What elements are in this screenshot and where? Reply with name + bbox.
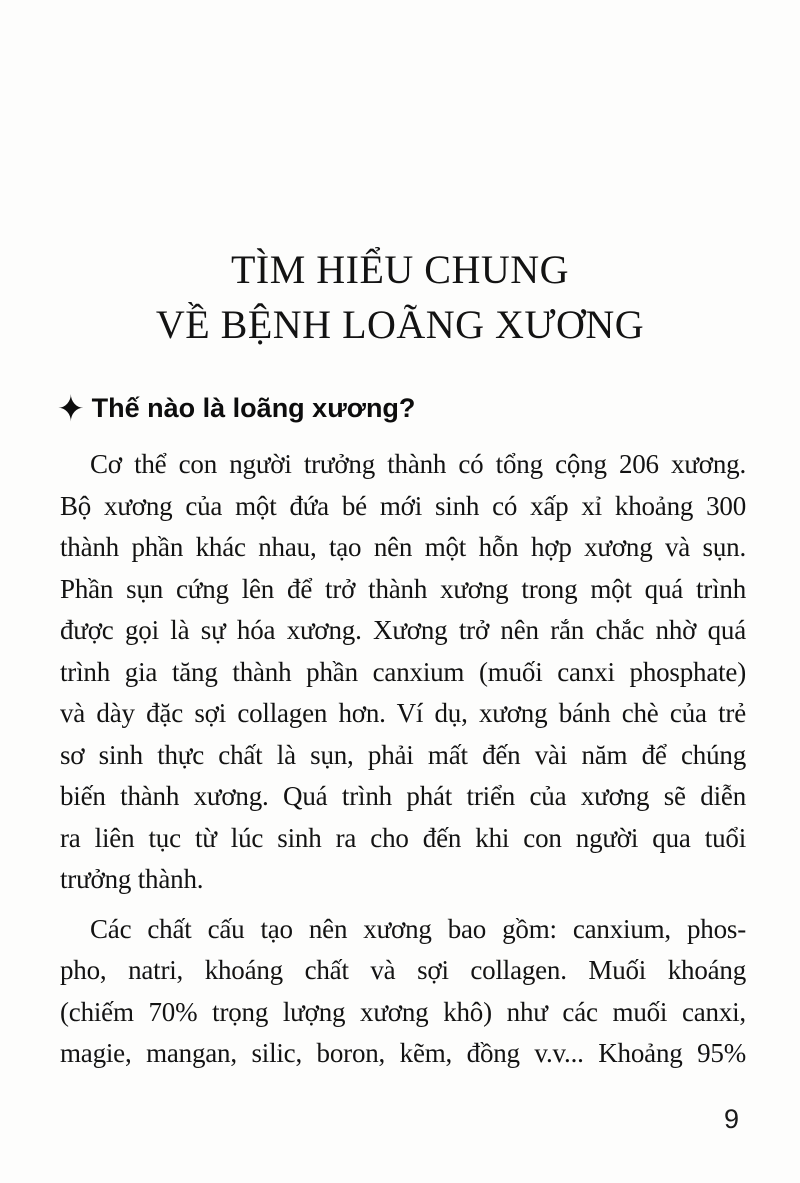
paragraph1-line: sơ sinh thực chất là sụn, phải mất đến vài năm để chúng (60, 739, 746, 770)
section-heading (57, 387, 757, 430)
paragraph1-line: Bộ xương của một đứa bé mới sinh có xấp xỉ khoảng 300 (60, 490, 746, 521)
body-text (60, 444, 746, 1075)
paragraph1-line: trình gia tăng thành phần canxium (muối canxi phosphate) (60, 656, 746, 687)
section-heading-text: Thế nào là loãng xương? (91, 393, 416, 423)
chapter-title-line2: VỀ BỆNH LOÃNG XƯƠNG (155, 302, 645, 347)
chapter-title (0, 242, 800, 352)
paragraph1-line: và dày đặc sợi collagen hơn. Ví dụ, xương bánh chè của trẻ (60, 698, 746, 728)
paragraph1-line: ra liên tục từ lúc sinh ra cho đến khi con người qua tuổi (60, 822, 746, 853)
diamond-bullet-icon: ✦ (57, 387, 85, 430)
page-number: 9 (724, 1104, 740, 1134)
paragraph2-line: Các chất cấu tạo nên xương bao gồm: canxium, phos- (90, 913, 746, 944)
paragraph1-line: được gọi là sự hóa xương. Xương trở nên rắn chắc nhờ quá (60, 615, 746, 645)
paragraph1-line: trưởng thành. (60, 864, 204, 894)
paragraph1-line: thành phần khác nhau, tạo nên một hỗn hợp xương và sụn. (60, 532, 746, 562)
paragraph1-line: biến thành xương. Quá trình phát triển của xương sẽ diễn (60, 781, 746, 811)
paragraph2-line: magie, mangan, silic, boron, kẽm, đồng v.v... Khoảng 95% (60, 1038, 746, 1068)
paragraph2-line: (chiếm 70% trọng lượng xương khô) như các muối canxi, (60, 996, 746, 1027)
paragraph1-line: Cơ thể con người trưởng thành có tổng cộng 206 xương. (90, 449, 746, 479)
chapter-title-line1: TÌM HIỂU CHUNG (230, 247, 570, 292)
paragraph1-line: Phần sụn cứng lên để trở thành xương trong một quá trình (60, 573, 746, 604)
paragraph2-line: pho, natri, khoáng chất và sợi collagen. Muối khoáng (60, 955, 746, 985)
